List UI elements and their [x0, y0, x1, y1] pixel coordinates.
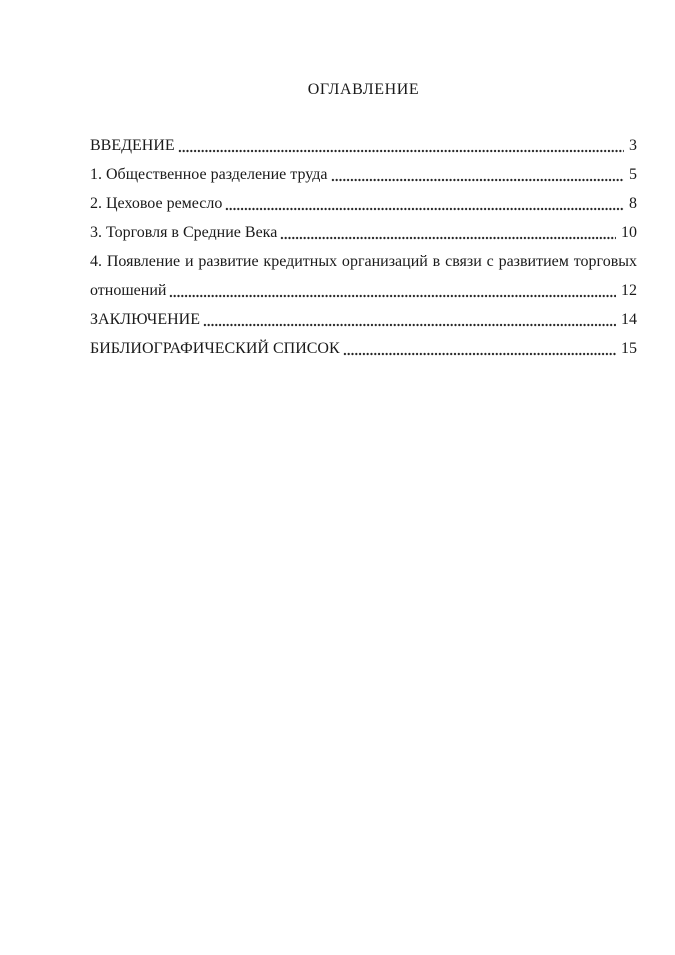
toc-entry-page: 14: [621, 311, 637, 328]
toc-entry-3[interactable]: [90, 218, 637, 247]
dot-leader: [178, 131, 624, 160]
toc-entry-page: 15: [621, 340, 637, 357]
toc-entry-page: 12: [621, 282, 637, 299]
toc-entry-page: 5: [629, 166, 637, 183]
toc-entry-conclusion[interactable]: [90, 305, 637, 334]
toc-entry-label: БИБЛИОГРАФИЧЕСКИЙ СПИСОК: [90, 340, 340, 357]
toc-entry-2[interactable]: [90, 189, 637, 218]
dot-leader: [225, 189, 624, 218]
toc-entry-page: 3: [629, 137, 637, 154]
toc-entry-4[interactable]: [90, 247, 637, 305]
toc-entry-label: 1. Общественное разделение труда: [90, 166, 328, 183]
toc-entry-label: ЗАКЛЮЧЕНИЕ: [90, 311, 200, 328]
toc-entry-page: 8: [629, 195, 637, 212]
toc-entry-label: 2. Цеховое ремесло: [90, 195, 223, 212]
dot-leader: [169, 276, 616, 305]
toc-entry-bibliography[interactable]: [90, 334, 637, 363]
toc-entry-1[interactable]: [90, 160, 637, 189]
toc-entry-introduction[interactable]: [90, 131, 637, 160]
toc-entry-label: 3. Торговля в Средние Века: [90, 224, 278, 241]
toc-entry-label-line2: отношений: [90, 282, 167, 299]
toc-entry-4-continuation[interactable]: [90, 276, 637, 305]
dot-leader: [280, 218, 616, 247]
toc-entry-label-line1: 4. Появление и развитие кредитных организаций в связи с развитием торговых: [90, 253, 637, 270]
toc-list: [90, 131, 637, 363]
toc-entry-page: 10: [621, 224, 637, 241]
dot-leader: [343, 334, 616, 363]
dot-leader: [331, 160, 625, 189]
toc-entry-label: ВВЕДЕНИЕ: [90, 137, 175, 154]
toc-title: ОГЛАВЛЕНИЕ: [307, 81, 420, 98]
dot-leader: [203, 305, 616, 334]
